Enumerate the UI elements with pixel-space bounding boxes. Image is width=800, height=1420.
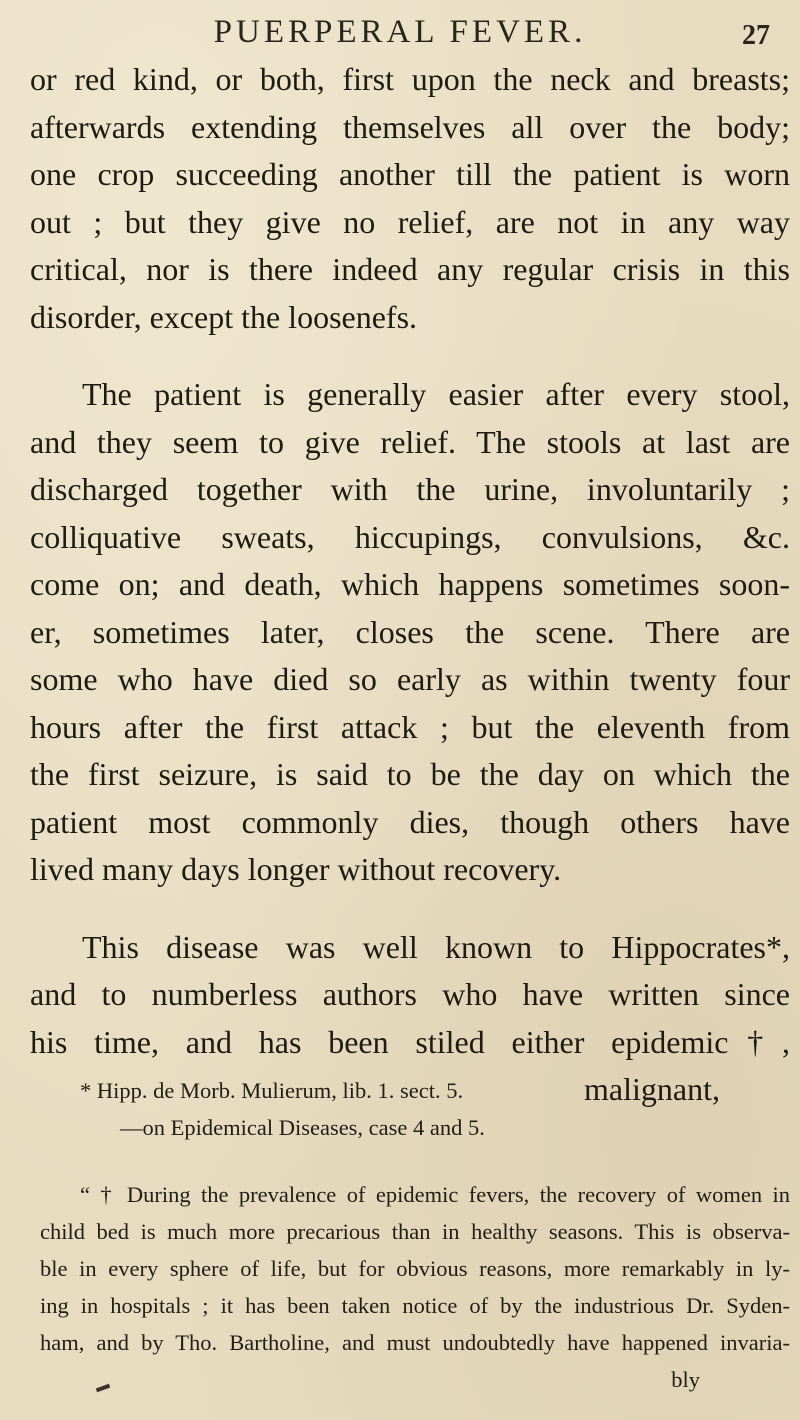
footnote-line: ham, and by Tho. Bartholine, and must undoubtedly have happened invaria- [40, 1330, 790, 1355]
text-line: hours after the first attack ; but the eleventh from [30, 708, 790, 745]
text-line: colliquative sweats, hiccupings, convulsions, &c. [30, 518, 790, 555]
paragraph-gap [30, 341, 790, 371]
text-line: disorder, except the loosenefs. [30, 298, 418, 335]
footnote-line: ble in every sphere of life, but for obvious reasons, more remarkably in ly- [40, 1256, 790, 1281]
text-line: the first seizure, is said to be the day on which the [30, 756, 790, 792]
page-number: 27 [742, 20, 770, 51]
footnote-catchword: bly [671, 1367, 700, 1392]
text-line: discharged together with the urine, involuntarily ; [30, 471, 790, 507]
running-title: PUERPERAL FEVER. [213, 14, 587, 50]
paragraph-2 [30, 371, 790, 894]
footnote-line: ing in hospitals ; it has been taken notice of by the industrious Dr. Syden- [40, 1293, 790, 1318]
text-line: This disease was well known to Hippocrates*, [82, 928, 790, 965]
footnote-line: —on Epidemical Diseases, case 4 and 5. [120, 1115, 485, 1140]
text-line: or red kind, or both, first upon the neck and breasts; [30, 61, 790, 97]
text-line: The patient is generally easier after every stool, [82, 376, 790, 412]
text-line: his time, and has been stiled either epidemic†, [30, 1023, 790, 1060]
footnote-line: * Hipp. de Morb. Mulierum, lib. 1. sect. 5. [80, 1078, 464, 1103]
body-text [30, 56, 790, 1114]
text-line: and they seem to give relief. The stools at last are [30, 423, 790, 460]
running-head [0, 8, 800, 52]
footnotes [40, 1072, 790, 1398]
text-line: lived many days longer without recovery. [30, 851, 562, 887]
text-line: one crop succeeding another till the patient is worn [30, 156, 790, 192]
paragraph-gap [30, 894, 790, 924]
text-line: and to numberless authors who have written since [30, 976, 790, 1012]
text-line: patient most commonly dies, though others have [30, 803, 790, 840]
text-line: some who have died so early as within twenty four [30, 661, 790, 697]
footnote-epidemic [40, 1176, 790, 1398]
text-line: out ; but they give no relief, are not in any way [30, 203, 790, 240]
footnote-hippocrates [40, 1072, 790, 1146]
text-line: critical, nor is there indeed any regular crisis in this [30, 251, 790, 287]
text-line: come on; and death, which happens sometimes soon- [30, 566, 790, 602]
footnote-line: “ † During the prevalence of epidemic fevers, the recovery of women in [80, 1182, 790, 1207]
footnote-line: child bed is much more precarious than in healthy seasons. This is observa- [40, 1219, 790, 1244]
paragraph-1 [30, 56, 790, 341]
text-line: er, sometimes later, closes the scene. There are [30, 613, 790, 650]
catchword: malignant, [584, 1071, 720, 1107]
footnote-gap [40, 1146, 790, 1176]
text-line: afterwards extending themselves all over the body; [30, 108, 790, 145]
